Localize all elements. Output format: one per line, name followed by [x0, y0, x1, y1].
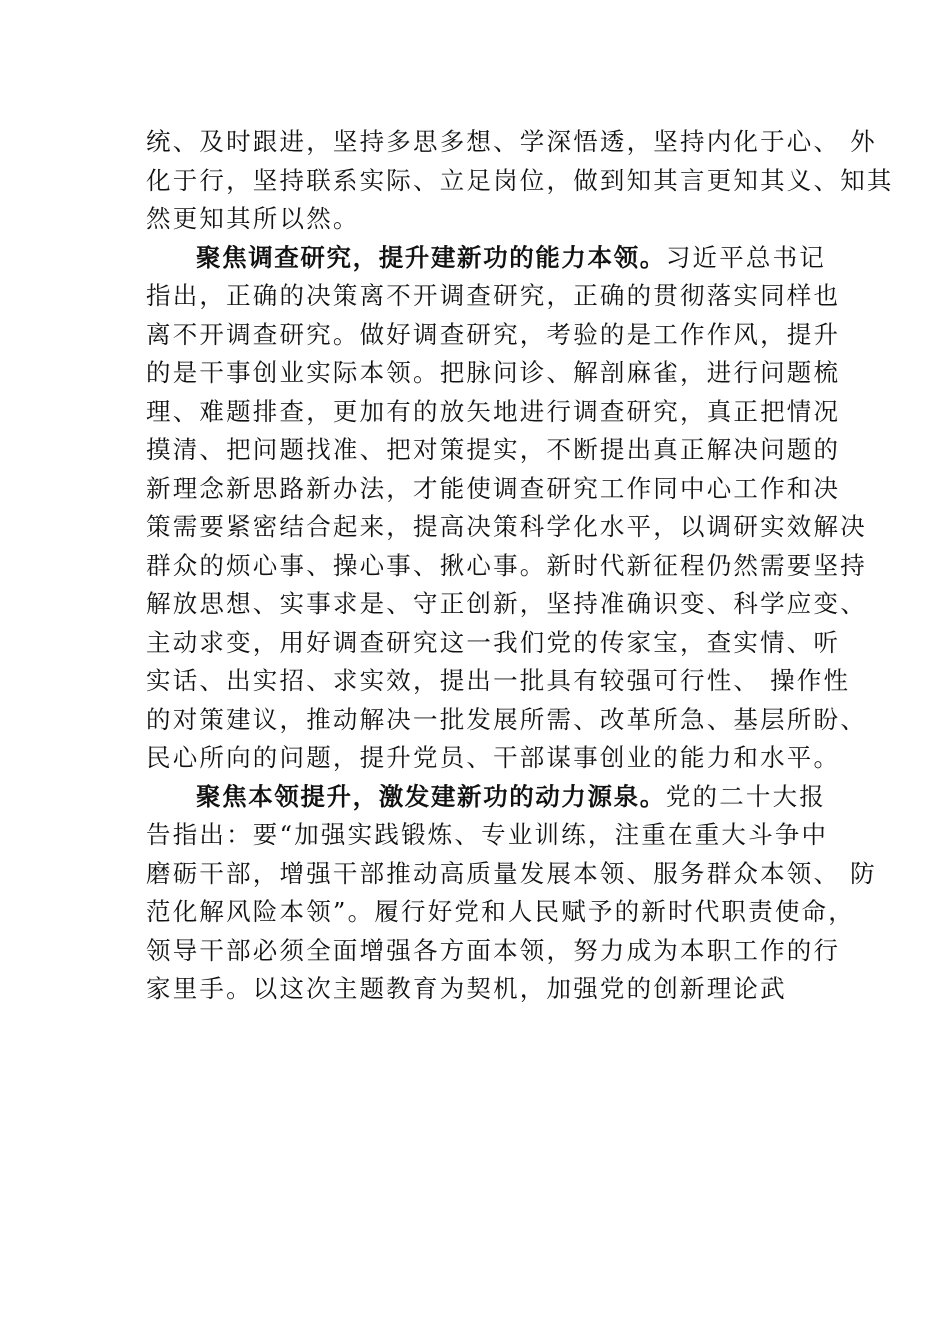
paragraph-2: [146, 239, 867, 778]
text-line: 的对策建议，推动解决一批发展所需、改革所急、基层所盼、: [146, 704, 867, 734]
text-line: 家里手。以这次主题教育为契机，加强党的创新理论武: [146, 974, 787, 1003]
text-line: 离不开调查研究。做好调查研究，考验的是工作作风，提升: [146, 319, 841, 349]
text-line: 实话、出实招、求实效，提出一批具有较强可行性、 操作性: [146, 666, 851, 695]
paragraph-heading: 聚焦调查研究，提升建新功的能力本领。: [196, 242, 666, 272]
paragraph-1: [146, 123, 894, 239]
text-line: 解放思想、实事求是、守正创新，坚持准确识变、科学应变、: [146, 589, 867, 618]
text-line: 主动求变，用好调查研究这一我们党的传家宝，查实情、听: [146, 627, 841, 657]
text-run: 党的二十大报: [665, 781, 827, 811]
paragraph-first-line: [146, 239, 826, 278]
text-line: 指出，正确的决策离不开调查研究，正确的贯彻落实同样也: [146, 281, 841, 310]
text-line: 统、及时跟进，坚持多思多想、学深悟透，坚持内化于心、 外: [146, 127, 877, 156]
paragraph-3: [146, 778, 877, 1009]
document-body: [146, 123, 894, 1009]
text-line: 磨砺干部，增强干部推动高质量发展本领、服务群众本领、 防: [146, 858, 877, 888]
text-line: 范化解风险本领”。履行好党和人民赋予的新时代职责使命，: [146, 897, 855, 926]
text-run: 习近平总书记: [665, 242, 827, 272]
text-line: 理、难题排查，更加有的放矢地进行调查研究，真正把情况: [146, 396, 841, 426]
text-line: 策需要紧密结合起来，提高决策科学化水平，以调研实效解决: [146, 512, 867, 541]
paragraph-heading: 聚焦本领提升，激发建新功的动力源泉。: [196, 781, 666, 811]
text-line: 民心所向的问题，提升党员、干部谋事创业的能力和水平。: [146, 743, 841, 772]
text-line: 摸清、把问题找准、把对策提实，不断提出真正解决问题的: [146, 435, 841, 464]
text-line: 告指出：要“加强实践锻炼、专业训练，注重在重大斗争中: [146, 820, 829, 849]
text-line: 新理念新思路新办法，才能使调查研究工作同中心工作和决: [146, 473, 841, 503]
text-line: 领导干部必须全面增强各方面本领，努力成为本职工作的行: [146, 935, 841, 965]
paragraph-first-line: [146, 778, 826, 817]
text-line: 的是干事创业实际本领。把脉问诊、解剖麻雀，进行问题梳: [146, 358, 841, 387]
text-line: 群众的烦心事、操心事、揪心事。新时代新征程仍然需要坚持: [146, 550, 867, 580]
text-line: 化于行，坚持联系实际、立足岗位，做到知其言更知其义、知其: [146, 165, 894, 195]
text-line: 然更知其所以然。: [146, 204, 360, 233]
